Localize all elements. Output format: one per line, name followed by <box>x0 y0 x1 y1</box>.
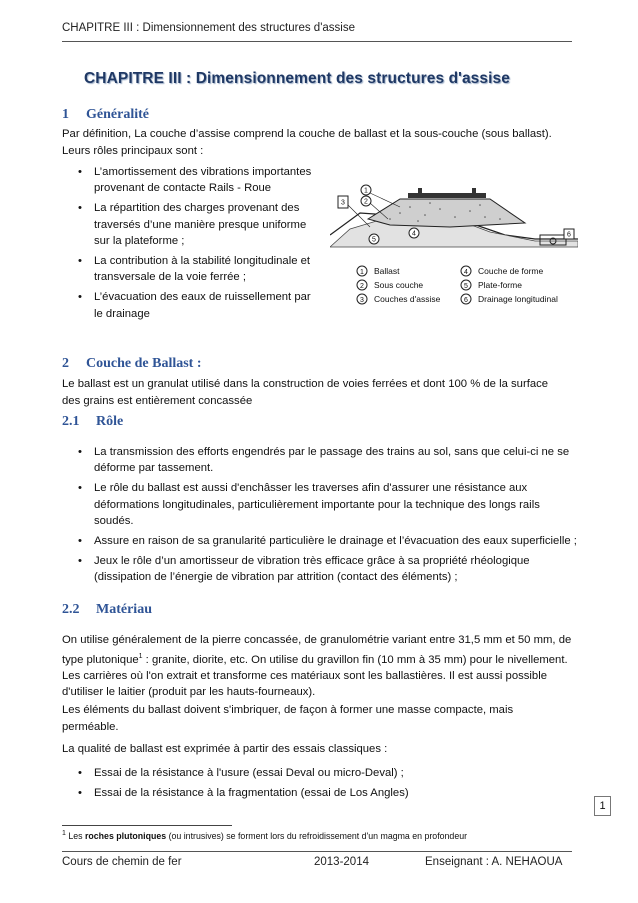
section-number: 2.2 <box>62 602 80 617</box>
svg-text:1: 1 <box>360 269 364 276</box>
callout-6: 6 <box>567 231 571 239</box>
legend-label: Couche de forme <box>478 266 544 276</box>
legend-label: Sous couche <box>374 280 424 290</box>
footer-year: 2013-2014 <box>314 856 369 868</box>
legend-label: Drainage longitudinal <box>478 294 558 304</box>
section-1-bullets <box>70 164 315 326</box>
list-item: • L’amortissement des vibrations importantes provenant de contacte Rails - Roue <box>70 164 315 196</box>
list-item: • Essai de la résistance à la fragmentation (essai de Los Angles) <box>70 785 570 801</box>
section-number: 2.1 <box>62 414 80 429</box>
section-2-2-heading <box>62 602 152 618</box>
header-divider <box>62 41 572 42</box>
callout-2: 2 <box>364 198 368 206</box>
section-2-intro: Le ballast est un granulat utilisé dans la construction de voies ferrées et dont 100 % de la surface des grains est entièrement concassée <box>62 378 549 407</box>
list-item: • Jeux le rôle d’un amortisseur de vibration très efficace grâce à sa propriété rhéologique (dissipation de l’énergie de vibration par attrition (contact des éléments) ; <box>70 553 578 585</box>
footer-course: Cours de chemin de fer <box>62 856 182 868</box>
section-2-2-paragraph-3: La qualité de ballast est exprimée à partir des essais classiques : <box>62 743 388 755</box>
callout-1: 1 <box>364 187 368 195</box>
list-item: • Essai de la résistance à l'usure (essai Deval ou micro-Deval) ; <box>70 765 570 781</box>
legend-label: Plate-forme <box>478 280 522 290</box>
section-number: 2 <box>62 356 69 371</box>
footnote-divider <box>62 825 232 826</box>
section-1-heading <box>62 107 149 123</box>
callout-3: 3 <box>341 199 345 207</box>
svg-text:2: 2 <box>360 283 364 290</box>
page-number: 1 <box>594 796 611 816</box>
svg-text:5: 5 <box>464 283 468 290</box>
list-item: • Assure en raison de sa granularité particulière le drainage et l’évacuation des eaux superficielle ; <box>70 533 578 549</box>
svg-text:4: 4 <box>464 269 468 276</box>
footer-divider <box>62 851 572 852</box>
list-item: • Le rôle du ballast est aussi d'enchâsser les traverses afin d'assurer une résistance aux déformations longitudinales, particulièrement importante pour la technique des longs rails soudés. <box>70 480 578 529</box>
section-2-1-heading <box>62 414 123 430</box>
sleeper-shape <box>408 193 486 198</box>
section-number: 1 <box>62 107 69 122</box>
svg-text:6: 6 <box>464 297 468 304</box>
callout-5: 5 <box>372 236 376 244</box>
track-cross-section-figure <box>330 177 578 345</box>
list-item: • La contribution à la stabilité longitudinale et transversale de la voie ferrée ; <box>70 253 315 285</box>
legend-label: Couches d'assise <box>374 294 441 304</box>
list-item: • La transmission des efforts engendrés par le passage des trains au sol, sans que celui-ci ne se déforme par tassement. <box>70 444 578 476</box>
legend-label: Ballast <box>374 266 400 276</box>
running-header: CHAPITRE III : Dimensionnement des structures d'assise <box>62 22 355 34</box>
rail-right <box>472 188 476 193</box>
section-2-2-bullets <box>70 765 570 805</box>
section-2-1-bullets <box>70 444 578 590</box>
section-title: Rôle <box>96 414 124 429</box>
chapter-title: CHAPITRE III : Dimensionnement des structures d'assise <box>84 70 510 87</box>
section-1-intro: Par définition, La couche d’assise comprend la couche de ballast et la sous-couche (sous ballast). Leurs rôles principaux sont : <box>62 128 552 157</box>
figure-legend <box>357 266 558 304</box>
section-title: Matériau <box>96 602 152 617</box>
footnote-ref: 1 <box>138 652 143 660</box>
section-2-heading <box>62 356 202 372</box>
list-item: • L’évacuation des eaux de ruissellement par le drainage <box>70 289 315 321</box>
callout-4: 4 <box>412 230 416 238</box>
list-item: • La répartition des charges provenant des traversés d’une manière presque uniforme sur la plateforme ; <box>70 200 315 249</box>
section-title: Couche de Ballast : <box>86 356 202 371</box>
svg-text:3: 3 <box>360 297 364 304</box>
footnote: $^1$ Les roches plutoniques (ou intrusives) se forment lors du refroidissement d'un magma en profondeur <box>62 830 468 841</box>
rail-left <box>418 188 422 193</box>
section-title: Généralité <box>86 107 149 122</box>
footer-teacher: Enseignant : A. NEHAOUA <box>425 856 563 868</box>
section-2-2-paragraph-1: On utilise généralement de la pierre concassée, de granulométrie variant entre 31,5 mm et 50 mm, de type plutonique$^1$ : granite, diorite, etc. On utilise du gravillon fin (10 mm à 35 mm) pour le nivellement. Les carrières où l'on extrait et transforme ces matériaux sont les ballastières. Il est aussi possible d'utiliser le laitier (produit par les hauts-fourneaux). <box>62 634 572 699</box>
section-2-2-paragraph-2: Les éléments du ballast doivent s'imbriquer, de façon à former une masse compacte, mais perméable. <box>62 704 514 733</box>
